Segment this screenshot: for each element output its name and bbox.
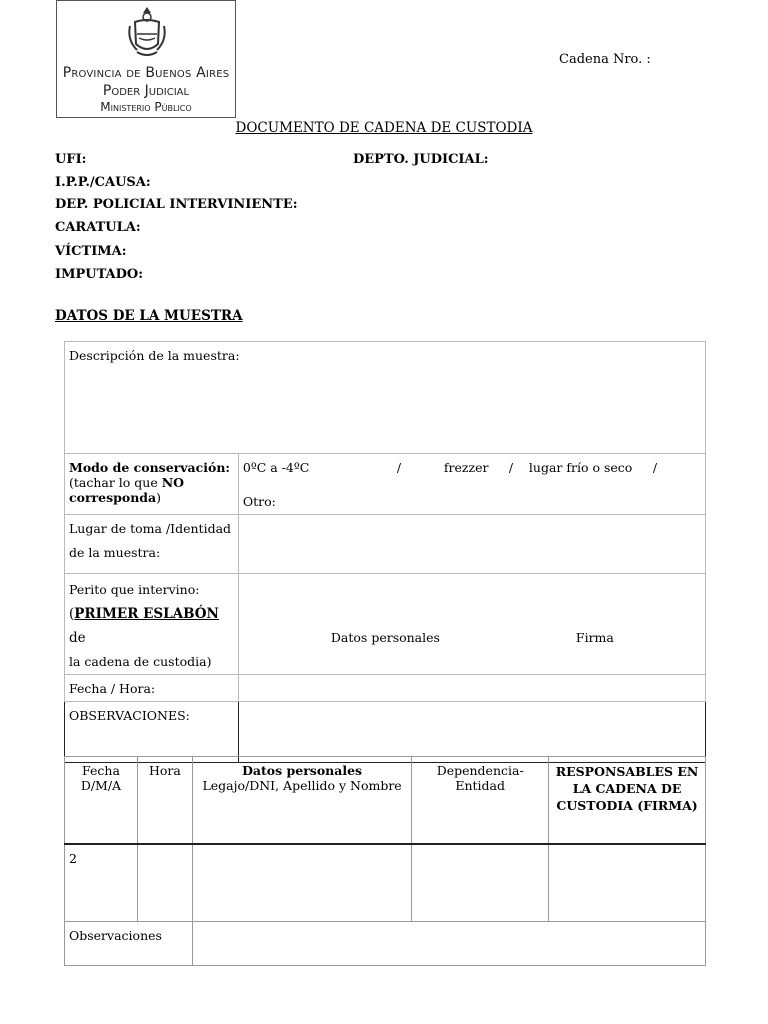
primer-eslabon-line: (PRIMER ESLABÓN de bbox=[69, 606, 219, 646]
fecha-hora-label: Fecha / Hora: bbox=[69, 681, 156, 696]
field-imputado: IMPUTADO: bbox=[55, 267, 144, 282]
custody-chain-table bbox=[64, 756, 706, 966]
observaciones-input[interactable] bbox=[238, 702, 705, 763]
firma-label: Firma bbox=[575, 630, 614, 645]
fecha-hora-cell bbox=[65, 675, 239, 702]
firma-cell[interactable] bbox=[549, 844, 706, 922]
modo-conservacion-label: Modo de conservación: bbox=[69, 460, 231, 475]
lugar-toma-cell bbox=[65, 515, 239, 574]
tachar-note-2: corresponda) bbox=[69, 490, 162, 505]
observaciones-cell bbox=[65, 702, 239, 763]
datos-cell[interactable] bbox=[192, 844, 411, 922]
identidad-muestra-label: de la muestra: bbox=[69, 545, 161, 560]
column-header-responsables: RESPONSABLES EN LA CADENA DE CUSTODIA (FIRMA) bbox=[549, 757, 706, 844]
column-header-fecha: Fecha D/M/A bbox=[65, 757, 138, 844]
option-otro-label: Otro: bbox=[242, 494, 276, 509]
perito-input[interactable] bbox=[238, 574, 705, 675]
column-header-datos-personales: Datos personales Legajo/DNI, Apellido y Nombre bbox=[192, 757, 411, 844]
option-0-4c[interactable]: 0ºC a -4ºC bbox=[242, 460, 310, 475]
hora-cell[interactable] bbox=[137, 844, 192, 922]
section-title-datos-muestra: DATOS DE LA MUESTRA bbox=[55, 308, 243, 324]
cadena-custodia-label: la cadena de custodia) bbox=[69, 654, 212, 669]
observaciones-row-label-cell bbox=[65, 922, 193, 966]
modo-conservacion-cell bbox=[65, 454, 239, 515]
observaciones-label: OBSERVACIONES: bbox=[69, 708, 190, 723]
option-separator: / bbox=[396, 460, 402, 475]
fecha-hora-input[interactable] bbox=[238, 675, 705, 702]
perito-label: Perito que intervino: bbox=[69, 582, 200, 597]
row-number-cell[interactable] bbox=[65, 844, 138, 922]
lugar-toma-label: Lugar de toma /Identidad bbox=[69, 521, 232, 536]
table-row bbox=[65, 844, 706, 922]
datos-personales-label: Datos personales bbox=[330, 630, 440, 645]
lugar-toma-input[interactable] bbox=[238, 515, 705, 574]
row-number: 2 bbox=[69, 850, 77, 866]
observaciones-row-label: Observaciones bbox=[69, 928, 162, 943]
option-separator: / bbox=[652, 460, 658, 475]
option-lugar-frio-seco[interactable]: lugar frío o seco bbox=[528, 460, 633, 475]
logo-line-provincia: Provincia de Buenos Aires bbox=[62, 65, 230, 81]
institution-logo bbox=[56, 0, 236, 118]
logo-line-poder-judicial: Poder Judicial bbox=[102, 83, 190, 99]
field-ufi: UFI: bbox=[55, 152, 87, 167]
option-separator: / bbox=[508, 460, 514, 475]
field-ipp-causa: I.P.P./CAUSA: bbox=[55, 175, 151, 190]
field-depto-judicial: DEPTO. JUDICIAL: bbox=[353, 152, 489, 167]
sample-table bbox=[64, 341, 706, 763]
observaciones-row-input[interactable] bbox=[192, 922, 705, 966]
column-header-hora: Hora bbox=[137, 757, 192, 844]
tachar-note: (tachar lo que NO bbox=[69, 475, 185, 490]
descripcion-label: Descripción de la muestra: bbox=[69, 348, 240, 363]
option-frezzer[interactable]: frezzer bbox=[443, 460, 489, 475]
logo-line-ministerio: Ministerio Público bbox=[100, 100, 192, 114]
field-caratula: CARATULA: bbox=[55, 220, 141, 235]
column-header-dependencia: Dependencia- Entidad bbox=[412, 757, 549, 844]
field-dep-policial: DEP. POLICIAL INTERVINIENTE: bbox=[55, 197, 298, 212]
document-title: DOCUMENTO DE CADENA DE CUSTODIA bbox=[235, 120, 533, 136]
descripcion-cell[interactable] bbox=[65, 342, 706, 454]
dependencia-cell[interactable] bbox=[412, 844, 549, 922]
perito-cell bbox=[65, 574, 239, 675]
cadena-number-label: Cadena Nro. : bbox=[559, 52, 651, 67]
field-victima: VÍCTIMA: bbox=[55, 244, 127, 259]
conservacion-options-cell[interactable] bbox=[238, 454, 705, 515]
coat-of-arms-icon bbox=[125, 4, 169, 60]
